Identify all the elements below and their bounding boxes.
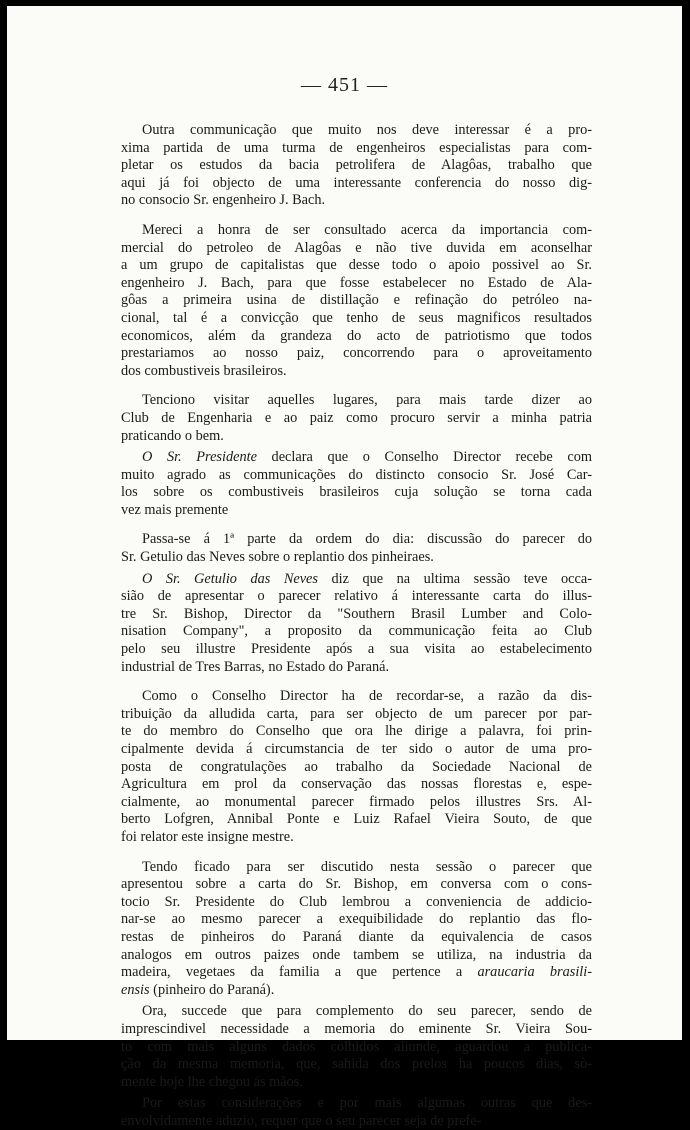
text-line: [121, 982, 592, 1000]
text-run: mente hoje lhe chegou ás mãos.: [121, 1073, 303, 1090]
text-line: [121, 122, 592, 140]
paragraph: [121, 531, 592, 566]
text-line: [121, 741, 592, 759]
text-run: pelo seu illustre Presidente após a sua visita ao estabelecimento: [121, 641, 592, 658]
paragraph: [121, 392, 592, 445]
text-line: [121, 964, 592, 982]
text-line: [121, 723, 592, 741]
text-run: te do membro do Conselho que ora lhe dirige a palavra, foi prin-: [121, 723, 592, 740]
text-run: diz que na ultima sessão teve occa-: [317, 570, 592, 587]
text-run: prestariamos ao nosso paiz, concorrendo para o aproveitamento: [121, 345, 592, 362]
text-line: [121, 1074, 592, 1092]
text-run: Ora, succede que para complemento do seu parecer, sendo de: [142, 1003, 592, 1020]
text-line: [121, 929, 592, 947]
text-line: [121, 467, 592, 485]
text-run: ção da mesma memoria, que, sahida dos prelos ha poucos dias, sò-: [121, 1056, 592, 1073]
italic-text: ensis: [121, 981, 150, 998]
text-run: Por estas considerações e por mais algumas outras que des-: [142, 1095, 592, 1112]
text-line: [121, 449, 592, 467]
text-run: cional, tal é a convicção que tenho de seus magnificos resultados: [121, 309, 592, 326]
text-line: [121, 706, 592, 724]
text-run: Tenciono visitar aquelles lugares, para mais tarde dizer ao: [142, 392, 592, 409]
body-text: [121, 122, 592, 1130]
text-run: economicos, além da grandeza do acto de patriotismo que todos: [121, 327, 592, 344]
text-line: [121, 484, 592, 502]
text-run: dos combustiveis brasileiros.: [121, 362, 287, 379]
text-line: [121, 794, 592, 812]
text-run: posta de congratulações ao trabalho da Sociedade Nacional de: [121, 758, 592, 775]
text-line: [121, 623, 592, 641]
text-line: [121, 410, 592, 428]
text-line: [121, 140, 592, 158]
text-line: [121, 1021, 592, 1039]
text-line: [121, 776, 592, 794]
text-line: [121, 292, 592, 310]
text-run: no consocio Sr. engenheiro J. Bach.: [121, 192, 326, 209]
text-line: [121, 688, 592, 706]
text-run: muito agrado as communicações do distincto consocio Sr. José Car-: [121, 466, 592, 483]
text-run: aqui já foi objecto de uma interessante conferencia do nosso dig-: [121, 174, 592, 191]
text-run: Sr. Getulio das Neves sobre o replantio dos pinheiraes.: [121, 549, 434, 566]
paragraph: [121, 571, 592, 677]
paragraph: [121, 222, 592, 380]
text-line: [121, 192, 592, 210]
text-run: engenheiro J. Bach, para que fosse estabelecer no Estado de Ala-: [121, 274, 592, 291]
text-run: cipalmente devida á circumstancia de ter sido o autor de uma pro-: [121, 741, 592, 757]
text-line: [121, 175, 592, 193]
text-run: tocio Sr. Presidente do Club lembrou a conveniencia de addicio-: [121, 893, 592, 910]
text-line: [121, 947, 592, 965]
text-line: [121, 392, 592, 410]
paragraph: [121, 1095, 592, 1130]
text-run: Como o Conselho Director ha de recordar-se, a razão da dis-: [142, 688, 592, 705]
text-line: [121, 1095, 592, 1113]
text-line: [121, 157, 592, 175]
text-line: [121, 502, 592, 520]
text-line: [121, 894, 592, 912]
text-run: Mereci a honra de ser consultado acerca da importancia com-: [142, 221, 592, 238]
text-line: [121, 911, 592, 929]
paragraph: [121, 449, 592, 519]
text-run: berto Lofgren, Annibal Ponte e Luiz Rafael Vieira Souto, de que: [121, 811, 592, 828]
text-run: gôas a primeira usina de distillação e refinação do petróleo na-: [121, 292, 592, 309]
text-line: [121, 275, 592, 293]
text-run: envolvidamente aduzio, requer que o seu parecer seja de prefe-: [121, 1112, 482, 1129]
page-number: — 451 —: [301, 74, 388, 96]
text-line: [121, 1113, 592, 1130]
text-run: praticando o bem.: [121, 427, 224, 444]
text-run: declara que o Conselho Director recebe com: [256, 449, 592, 466]
text-run: nisation Company", a proposito da communicação feita ao Club: [121, 623, 592, 640]
text-run: to com mais alguns dados colhidos aliunde, aguardou a publica-: [121, 1038, 592, 1055]
text-line: [121, 606, 592, 624]
text-run: los sobre os combustiveis brasileiros cuja solução se torna cada: [121, 484, 592, 501]
text-run: xima partida de uma turma de engenheiros especialistas para com-: [121, 139, 592, 156]
text-line: [121, 328, 592, 346]
text-line: [121, 549, 592, 567]
text-line: [121, 876, 592, 894]
text-run: cialmente, ao monumental parecer firmado pelos illustres Srs. Al-: [121, 793, 592, 810]
text-run: Agricultura em prol da conservação das nossas florestas e, espe-: [121, 776, 592, 793]
text-line: [121, 1003, 592, 1021]
text-line: [121, 428, 592, 446]
paragraph: [121, 122, 592, 210]
text-run: Passa-se á 1ª parte da ordem do dia: discussão do parecer do: [142, 531, 592, 548]
text-run: industrial de Tres Barras, no Estado do Paraná.: [121, 658, 390, 675]
text-line: [121, 1056, 592, 1074]
text-line: [121, 641, 592, 659]
text-line: [121, 859, 592, 877]
italic-text: O Sr. Presidente: [142, 449, 257, 466]
italic-text: O Sr. Getulio das Neves: [142, 570, 318, 587]
text-line: [121, 588, 592, 606]
text-run: nar-se ao mesmo parecer a exequibilidade do replantio das flo-: [121, 911, 592, 928]
text-run: mercial do petroleo de Alagôas e não tive duvida em aconselhar: [121, 239, 592, 256]
text-line: [121, 222, 592, 240]
text-run: (pinheiro do Paraná).: [149, 981, 275, 998]
paragraph: [121, 688, 592, 846]
text-line: [121, 1039, 592, 1057]
text-line: [121, 531, 592, 549]
text-run: Club de Engenharia e ao paiz como procuro servir a minha patria: [121, 409, 592, 426]
scanned-page: [7, 6, 682, 1129]
text-run: madeira, vegetaes da familia a que pertence a: [121, 964, 478, 981]
text-line: [121, 345, 592, 363]
paragraph: [121, 1003, 592, 1091]
text-run: Outra communicação que muito nos deve interessar é a pro-: [142, 122, 592, 138]
text-run: a um grupo de capitalistas que desse todo o apoio possivel ao Sr.: [121, 257, 592, 274]
text-run: imprescindivel necessidade a memoria do eminente Sr. Vieira Sou-: [121, 1020, 592, 1037]
text-run: foi relator este insigne mestre.: [121, 828, 294, 845]
text-run: tribuição da alludida carta, para ser objecto de um parecer por par-: [121, 705, 592, 722]
text-run: pletar os estudos da bacia petrolifera de Alagôas, trabalho que: [121, 157, 592, 174]
text-line: [121, 363, 592, 381]
text-run: sião de apresentar o parecer relativo á interessante carta do illus-: [121, 588, 592, 605]
text-run: apresentou sobre a carta do Sr. Bishop, em conversa com o cons-: [121, 876, 592, 893]
text-line: [121, 571, 592, 589]
text-run: tre Sr. Bishop, Director da "Southern Brasil Lumber and Colo-: [121, 605, 592, 622]
text-line: [121, 811, 592, 829]
text-line: [121, 659, 592, 677]
text-line: [121, 257, 592, 275]
text-run: vez mais premente: [121, 501, 229, 518]
text-line: [121, 240, 592, 258]
text-line: [121, 759, 592, 777]
text-run: restas de pinheiros do Paraná diante da equivalencia de casos: [121, 928, 592, 945]
italic-text: araucaria brasili-: [477, 964, 592, 981]
text-run: analogos em outros paizes onde tambem se utiliza, na industria da: [121, 946, 592, 963]
text-line: [121, 829, 592, 847]
text-run: Tendo ficado para ser discutido nesta sessão o parecer que: [142, 858, 592, 875]
text-line: [121, 310, 592, 328]
paragraph: [121, 859, 592, 1000]
